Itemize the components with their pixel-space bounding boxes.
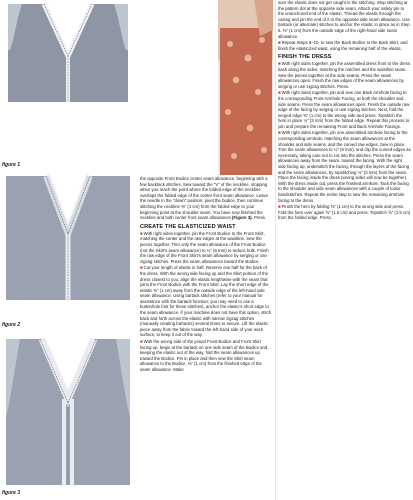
text-column-right: [278, 0, 411, 500]
intro-end: Press.: [253, 215, 267, 221]
continued-paragraph: sure the elastic does not get caught in the stitching. Stop stitching at the pattern dot at the opposite side seam. Attach your safety pin to the unanchored end of the elastic. Thread the elastic through the casing and pin the end of it to the opposite side seam allowance. Use bartack (or alternate) stitches to anchor the elastic in place as in Step 6. ⅜" (1 cm) from the outside edge of the right-hand side seam allowance.: [278, 0, 410, 39]
step-marker: ■: [278, 130, 281, 136]
figures-column: [0, 0, 136, 500]
step-marker: ■: [140, 230, 143, 236]
intro-paragraph: [140, 176, 273, 221]
step-text: With right sides together, pin and sew one Back Armhole facing to the corresponding Front Armhole Facing, at both the shoulder and side seams. Press the seam allowances open. Finish the outside raw edge of the facing by serging or use zigzag stitches. Next, fold the serged edge ⅜" (1 cm) to the wrong side and press. Topstitch the hem in place ⅛" (3 mm) from the folded edge. Repeat this process to join and prepare the remaining Front and Back Armhole Facings.: [278, 90, 410, 129]
step-text: Cut your length of elastic in half. Reserve one half for the back of the dress. With the wrong side facing up and the Skirt portion of the dress closest to you, align the elastic lengthwise with the seam that joins the Front Bodice with the Front Skirt. Lay the short edge of the elastic ⅜" (1 cm) away from the outside edge of the left-hand side seam allowance. Using bartack stitches (refer to your manual for assistance with the bartack function; you may need to use a buttonhole foot for these stitches), anchor the elastic's short edge to the seam allowance. If your machine does not have this option, stitch back and forth across the elastic with narrow zigzag stitches (manually creating bartacks) several times to secure. Lift the elastic piece away from the fabric toward the left-hand side of your work surface, to keep it out of the way.: [140, 265, 272, 338]
figure-1-label: figure 1: [2, 162, 21, 168]
step-paragraph: [278, 40, 411, 51]
figure-3-label: figure 3: [2, 490, 21, 496]
step-marker: ■: [140, 265, 143, 271]
step-text: Repeat Steps 8–10, to sew the Back Bodice to the Back Skirt, and finish the elasticized waist, using the remaining half of the elastic.: [278, 40, 408, 51]
step-marker: ■: [278, 40, 281, 46]
column-divider: [275, 0, 276, 500]
figure-reference: (Figure 3).: [231, 215, 253, 221]
step-paragraph: [278, 61, 411, 89]
step-text: With right sides together, pin one assembled armhole facing to the corresponding armhole, matching the seam allowances at the shoulder and side seams, and the curved raw edges. Sew in place. Trim the seam allowances to ¼" (6 mm), and clip the curved edges as necessary, taking care not to cut into the stitches. Press the seam allowances away from the seam, toward the facing. With the right side facing up, understitch the facing, through the layers of the facing and the seam allowances, by topstitching ⅛" (3 mm) from the seam. Place the facing inside the dress (wrong sides will now be together). With the dress inside out, press the finished armhole. Tack the facing to the shoulder and side seam allowances with a couple of loose handstitches. Repeat the entire step to sew the remaining armhole facing to the dress.: [278, 130, 411, 203]
text-column-middle: [140, 0, 273, 500]
figure-3-illustration: [2, 333, 134, 485]
step-paragraph: [140, 231, 273, 265]
step-marker: ■: [278, 90, 281, 96]
step-paragraph: [278, 90, 411, 129]
step-marker: ■: [140, 339, 143, 345]
step-paragraph: [140, 339, 273, 373]
step-paragraph: [278, 204, 411, 221]
figure-1-illustration: [2, 2, 134, 102]
step-paragraph: [278, 130, 411, 203]
figure-2-illustration: [2, 172, 134, 300]
step-text: With the wrong side of the joined Front Bodice and Front Skirt facing up, begin at the bartack on one side seam of the Bodice and, keeping the elastic out of the way, fold the seam allowances up toward the Bodice. Pin in place and then sew the Skirt seam allowance to the Bodice, ⅜" (1 cm) from the finished edge of the seam allowance. Make: [140, 339, 269, 372]
section-heading-waist: CREATE THE ELASTICIZED WAIST: [140, 223, 236, 230]
figure-2-label: figure 2: [2, 322, 21, 328]
step-text: With right sides together, pin the Front Bodice to the Front Skirt, matching the center and the raw edges at the waistline. Sew the pieces together. Trim only the seam allowance of the Front Bodice (not the Skirt's seam allowance) to ¼" (6 mm) to reduce bulk. Finish the raw edge of the Front Skirt's seam allowance by serging or use zigzag stitches. Press the seam allowances toward the Bodice.: [140, 230, 269, 264]
step-marker: ■: [278, 61, 281, 67]
step-paragraph: [140, 265, 273, 338]
step-text: Finish the hem by folding ⅜" (1 cm) to the wrong side and press. Fold the hem over again ⅝" (1.5 cm) and press. Topstitch ⅝" (1.5 cm) from the folded edge. Press.: [278, 204, 411, 221]
step-text: With right sides together, pin the assembled dress front to the dress back along the sides, matching the notches and the waistline seam. Sew the pieces together at the side seams. Press the seam allowances open. Finish the raw edges of the seam allowances by serging or use zigzag stitches. Press.: [278, 61, 411, 89]
step-marker: ■: [278, 204, 281, 210]
section-heading-finish: FINISH THE DRESS: [278, 54, 332, 61]
intro-text: the opposite Front Bodice center seam allowance, beginning with a few backtack stitches. Sew toward the "V" of the neckline, stopping when you reach the point where the folded edge of the neckline overlaps the folded edge of the center front seam allowance. Leave the needle in the "down" position; pivot the bodice, then continue stitching the neckline ⅜" (1 cm) from the folded edge to your beginning point at the shoulder seam. You have now finished the neckline and both center front seam allowances: [140, 176, 269, 221]
